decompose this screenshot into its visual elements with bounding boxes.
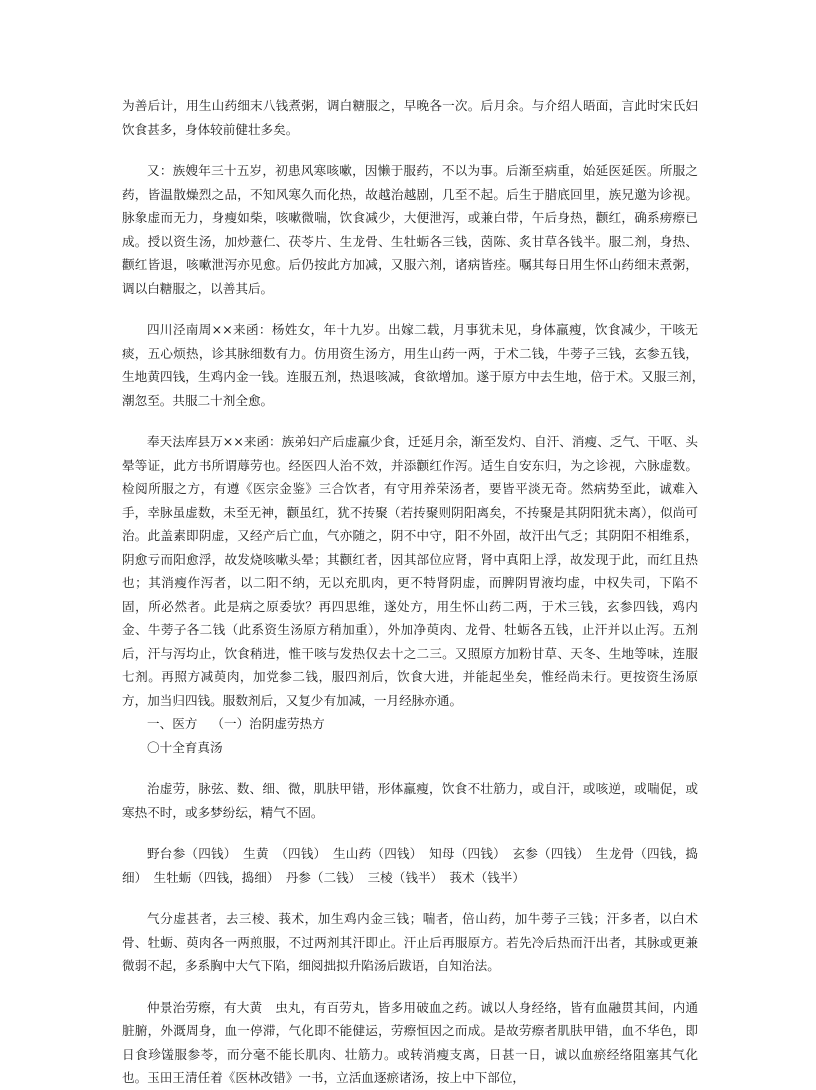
paragraph-aftercare: 为善后计，用生山药细末八钱煮粥，调白糖服之，早晚各一次。后月余。与介绍人晤面，言此时宋氏妇饮食甚多，身体较前健壮多矣。 — [122, 98, 698, 137]
section-subtitle: （一）治阴虚劳热方 — [211, 716, 325, 731]
document-page — [122, 94, 711, 1090]
recipe-indications: 治虚劳，脉弦、数、细、微，肌肤甲错，形体羸瘦，饮食不壮筋力，或自汗，或咳逆，或喘促，或寒热不时，或多梦纷纭，精气不固。 — [122, 781, 698, 820]
paragraph-case-sichuan-letter: 四川泾南周××来函：杨姓女，年十九岁。出嫁二载，月事犹未见，身体羸瘦，饮食减少，干咳无痰，五心烦热，诊其脉细数有力。仿用资生汤方，用生山药一两，于术二钱，牛蒡子三钱，玄参五钱，生地黄四钱，生鸡内金一钱。连服五剂，热退咳减，食欲增加。遂于原方中去生地，倍于术。又服三剂， 潮忽至。共服二十剂全愈。 — [122, 322, 711, 408]
recipe-title: 〇十全育真汤 — [147, 739, 223, 755]
recipe-ingredients: 野台参（四钱） 生黄 （四钱） 生山药（四钱） 知母（四钱） 玄参（四钱） 生龙骨（四钱，捣细） 生牡蛎（四钱，捣细） 丹参（二钱） 三棱（钱半） 莪术（钱半） — [122, 846, 698, 885]
section-number: 一、医方 — [147, 716, 198, 731]
section-heading — [122, 712, 698, 736]
paragraph-case-fengtian-letter: 奉天法库县万××来函：族弟妇产后虚羸少食，迁延月余，渐至发灼、自汗、消瘦、乏气、干呕、头晕等证，此方书所谓蓐劳也。经医四人治不效，并添颧红作泻。适生自安东归，为之诊视，六脉虚数。检阅所服之方，有遵《医宗金鉴》三合饮者，有守用养荣汤者，要皆平淡无奇。然病势至此，诚难入手，幸脉虽虚数，未至无神，颧虽红，犹不抟聚（若抟聚则阴阳离矣，不抟聚是其阴阳犹未离），似尚可治。此盖素即阴虚，又经产后亡血，气亦随之，阴不中守，阳不外固，故汗出气乏；其阴阳不相维系，阴愈亏而阳愈浮，故发烧咳嗽头晕；其颧红者，因其部位应肾，肾中真阳上浮，故发现于此，而红且热也；其消瘦作泻者，以二阳不纳，无以充肌肉，更不特肾阴虚，而脾阴胃液均虚，中权失司，下陷不固，所必然者。此是病之原委欤？再四思维，遂处方，用生怀山药二两，于术三钱，玄参四钱，鸡内金、牛蒡子各二钱（此系资生汤原方稍加重），外加净萸肉、龙骨、牡蛎各五钱，止汗并以止泻。五剂后，汗与泻均止，饮食稍进，惟干咳与发热仅去十之二三。又照原方加粉甘草、天冬、生地等味，连服七剂。再照方减萸肉，加党参二钱，服四剂后，饮食大进，并能起坐矣，惟经尚未行。更按资生汤原方，加当归四钱。服数剂后，又复少有加减，一月经脉亦通。 — [122, 434, 698, 708]
recipe-modifications: 气分虚甚者，去三棱、莪术，加生鸡内金三钱；喘者，倍山药，加牛蒡子三钱；汗多者，以白术骨、牡蛎、萸肉各一两煎服，不过两剂其汗即止。汗止后再服原方。若先冷后热而汗出者，其脉或更兼微弱不起，多系胸中大气下陷，细阅拙拟升陷汤后跋语，自知治法。 — [122, 911, 698, 973]
recipe-discussion: 仲景治劳瘵，有大黄 虫丸，有百劳丸，皆多用破血之药。诚以人身经络，皆有血融贯其间，内通脏腑，外溉周身，血一停滞，气化即不能健运，劳瘵恒因之而成。是故劳瘵者肌肤甲错，血不华色，即日食珍馐服参苓，而分毫不能长肌肉、壮筋力。或转消瘦支离，日甚一日，诚以血瘀经络阻塞其气化也。玉田王清任着《医林改错》一书，立活血逐瘀诸汤，按上中下部位， — [122, 999, 698, 1085]
paragraph-case-sister-in-law: 又：族嫂年三十五岁，初患风寒咳嗽，因懒于服药，不以为事。后渐至病重，始延医延医。所服之药，皆温散燥烈之品，不知风寒久而化热，故越治越剧，几至不起。后生于腊底回里，族兄邀为诊视。脉象虚而无力，身瘦如柴，咳嗽微喘，饮食减少，大便泄泻，或兼白带，午后身热，颧红，确系痨瘵已成。授以资生汤，加炒薏仁、茯苓片、生龙骨、生牡蛎各三钱，茵陈、炙甘草各钱半。服二剂，身热、颧红皆退，咳嗽泄泻亦见愈。后仍按此方加减，又服六剂，诸病皆痊。嘱其每日用生怀山药细末煮粥，调以白糖服之，以善其后。 — [122, 163, 698, 296]
